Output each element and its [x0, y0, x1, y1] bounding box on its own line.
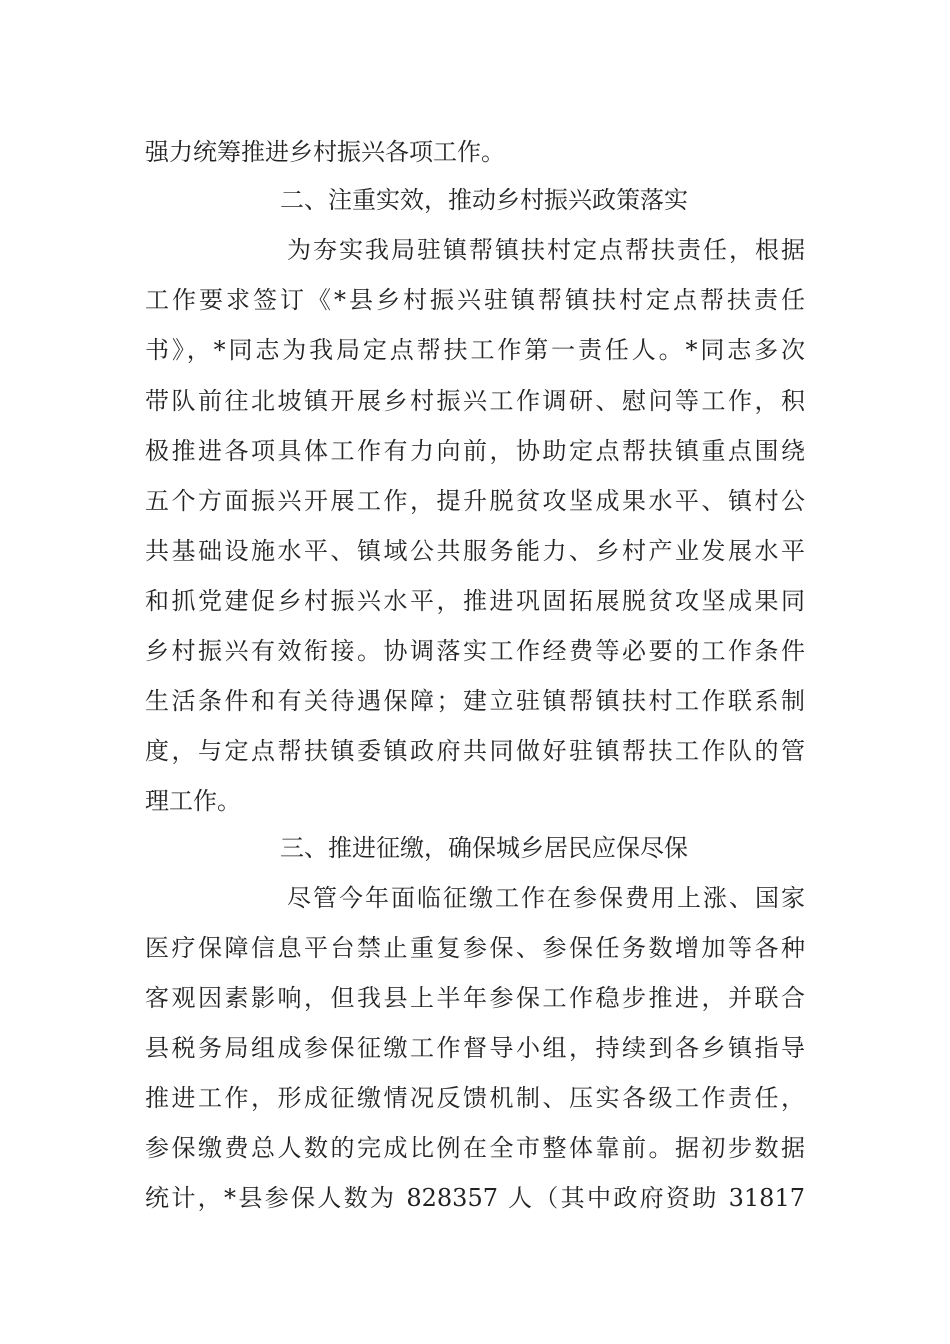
paragraph-line: 生活条件和有关待遇保障；建立驻镇帮镇扶村工作联系制 [145, 687, 805, 715]
paragraph-line: 度，与定点帮扶镇委镇政府共同做好驻镇帮扶工作队的管 [145, 737, 805, 765]
paragraph-line: 参保缴费总人数的完成比例在全市整体靠前。据初步数据 [145, 1134, 805, 1162]
paragraph-line: 统计，*县参保人数为 828357 人（其中政府资助 31817 [145, 1184, 805, 1212]
paragraph-line: 为夯实我局驻镇帮镇扶村定点帮扶责任，根据 [287, 236, 805, 264]
paragraph-line: 共基础设施水平、镇域公共服务能力、乡村产业发展水平 [145, 537, 805, 565]
paragraph-line: 尽管今年面临征缴工作在参保费用上涨、国家 [287, 884, 805, 912]
paragraph-line: 理工作。 [145, 787, 241, 815]
paragraph-line: 书》，*同志为我局定点帮扶工作第一责任人。*同志多次 [145, 336, 805, 364]
paragraph-line: 和抓党建促乡村振兴水平，推进巩固拓展脱贫攻坚成果同 [145, 587, 805, 615]
paragraph-line: 五个方面振兴开展工作，提升脱贫攻坚成果水平、镇村公 [145, 487, 805, 515]
paragraph-line: 极推进各项具体工作有力向前，协助定点帮扶镇重点围绕 [145, 437, 805, 465]
paragraph-line: 县税务局组成参保征缴工作督导小组，持续到各乡镇指导 [145, 1034, 805, 1062]
section-heading-3: 三、推进征缴，确保城乡居民应保尽保 [280, 834, 688, 862]
paragraph-line: 医疗保障信息平台禁止重复参保、参保任务数增加等各种 [145, 934, 805, 962]
paragraph-line: 工作要求签订《*县乡村振兴驻镇帮镇扶村定点帮扶责任 [145, 286, 805, 314]
paragraph-line: 乡村振兴有效衔接。协调落实工作经费等必要的工作条件 [145, 637, 805, 665]
paragraph-line: 客观因素影响，但我县上半年参保工作稳步推进，并联合 [145, 984, 805, 1012]
lead-line: 强力统筹推进乡村振兴各项工作。 [145, 138, 505, 166]
paragraph-line: 带队前往北坡镇开展乡村振兴工作调研、慰问等工作，积 [145, 387, 805, 415]
section-heading-2: 二、注重实效，推动乡村振兴政策落实 [280, 186, 688, 214]
paragraph-line: 推进工作，形成征缴情况反馈机制、压实各级工作责任， [145, 1084, 805, 1112]
